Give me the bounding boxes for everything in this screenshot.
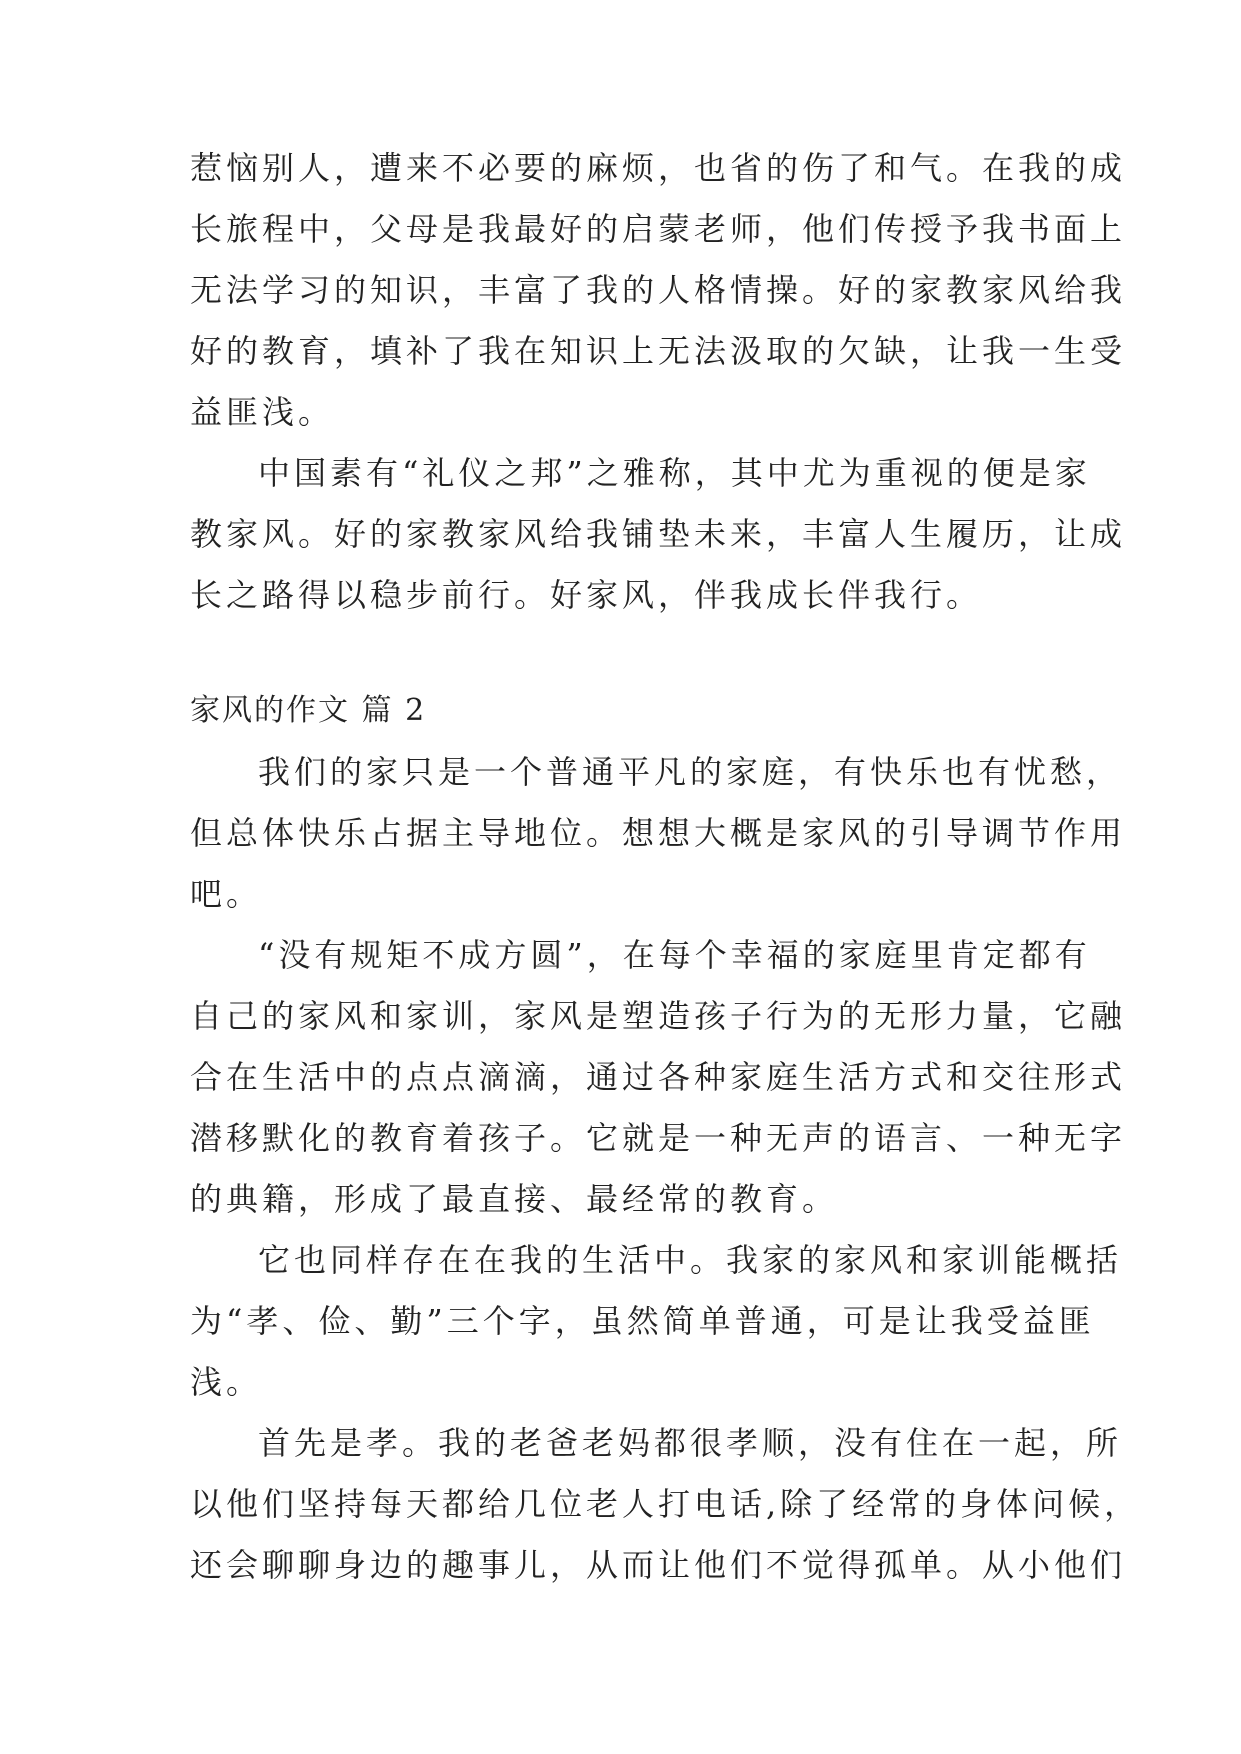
text-line: 为“孝、俭、勤”三个字，虽然简单普通，可是让我受益匪 <box>190 1302 1095 1340</box>
text-line: 以他们坚持每天都给几位老人打电话,除了经常的身体问候， <box>190 1485 1141 1523</box>
paragraph-first-line: 我们的家只是一个普通平凡的家庭，有快乐也有忧愁， <box>258 753 1123 791</box>
text-line: 自己的家风和家训，家风是塑造孩子行为的无形力量，它融 <box>190 997 1127 1035</box>
paragraph-first-line: 它也同样存在在我的生活中。我家的家风和家训能概括 <box>258 1241 1123 1279</box>
text-line: 益匪浅。 <box>190 393 335 431</box>
text-line: 但总体快乐占据主导地位。想想大概是家风的引导调节作用 <box>190 814 1127 852</box>
paragraph-first-line: 中国素有“礼仪之邦”之雅称，其中尤为重视的便是家 <box>258 454 1091 492</box>
text-line: 合在生活中的点点滴滴，通过各种家庭生活方式和交往形式 <box>190 1058 1127 1096</box>
text-line: 教家风。好的家教家风给我铺垫未来，丰富人生履历，让成 <box>190 515 1127 553</box>
text-line: 长旅程中，父母是我最好的启蒙老师，他们传授予我书面上 <box>190 210 1127 248</box>
text-line: 潜移默化的教育着孩子。它就是一种无声的语言、一种无字 <box>190 1119 1127 1157</box>
text-line: 浅。 <box>190 1363 263 1401</box>
text-line: 的典籍，形成了最直接、最经常的教育。 <box>190 1180 839 1218</box>
text-line: 好的教育，填补了我在知识上无法汲取的欠缺，让我一生受 <box>190 332 1127 370</box>
paragraph-first-line: 首先是孝。我的老爸老妈都很孝顺，没有住在一起，所 <box>258 1424 1123 1462</box>
paragraph-first-line: “没有规矩不成方圆”，在每个幸福的家庭里肯定都有 <box>258 936 1091 974</box>
text-line: 无法学习的知识，丰富了我的人格情操。好的家教家风给我 <box>190 271 1127 309</box>
text-line: 长之路得以稳步前行。好家风，伴我成长伴我行。 <box>190 576 983 614</box>
text-line: 吧。 <box>190 875 263 913</box>
section-heading: 家风的作文 篇 2 <box>190 693 427 728</box>
text-line: 惹恼别人，遭来不必要的麻烦，也省的伤了和气。在我的成 <box>190 149 1127 187</box>
text-line: 还会聊聊身边的趣事儿，从而让他们不觉得孤单。从小他们 <box>190 1546 1127 1584</box>
